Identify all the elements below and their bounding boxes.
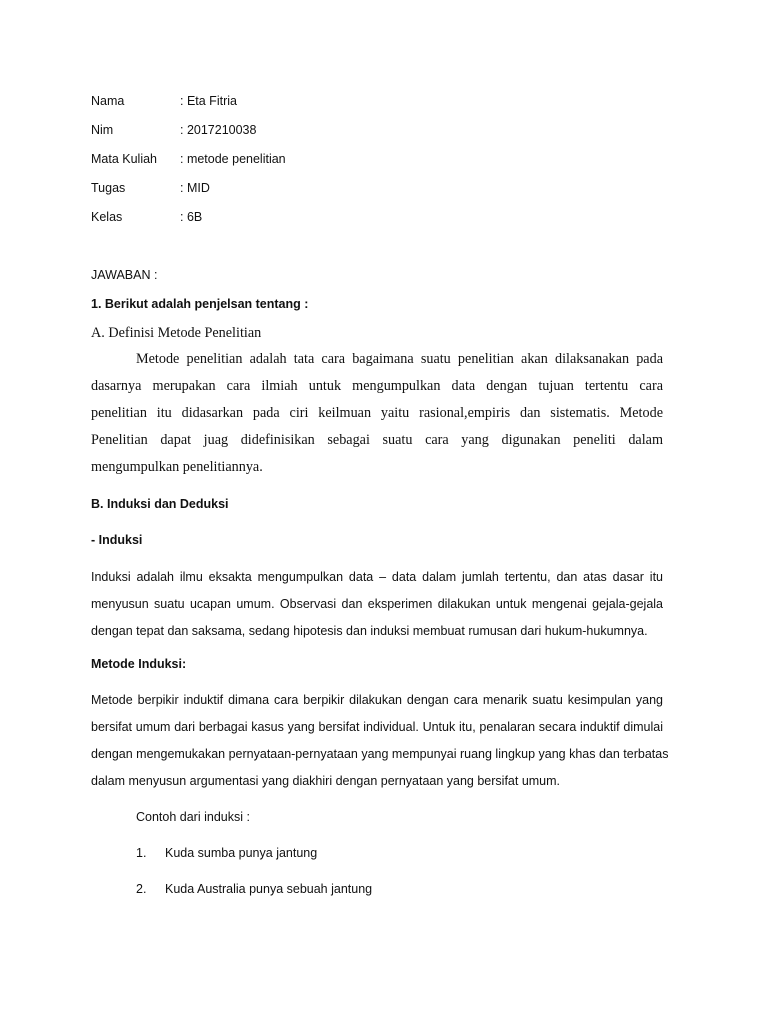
section-a-paragraph-line: Penelitian dapat juag didefinisikan sebagai suatu cara yang digunakan peneliti dalam bbox=[91, 432, 663, 448]
example-number: 2. bbox=[136, 882, 147, 896]
metode-paragraph-line: dalam menyusun argumentasi yang diakhiri dengan pernyataan yang bersifat umum. bbox=[91, 774, 561, 788]
question-title: 1. Berikut adalah penjelsan tentang : bbox=[91, 297, 309, 311]
header-row-kelas bbox=[91, 210, 202, 224]
header-label: Nama bbox=[91, 94, 125, 108]
example-number: 1. bbox=[136, 846, 147, 860]
header-label: Tugas bbox=[91, 181, 126, 195]
section-b-subtitle: - Induksi bbox=[91, 533, 143, 547]
header-row-nim bbox=[91, 123, 256, 137]
header-row-mata-kuliah bbox=[91, 152, 286, 166]
example-item bbox=[136, 882, 372, 896]
section-a-paragraph-line: dasarnya merupakan cara ilmiah untuk mengumpulkan data dengan tujuan tertentu cara bbox=[91, 378, 663, 394]
header-label: Nim bbox=[91, 123, 114, 137]
header-value: : 6B bbox=[180, 210, 203, 224]
header-value: : Eta Fitria bbox=[180, 94, 237, 108]
induksi-paragraph-line: Induksi adalah ilmu eksakta mengumpulkan data – data dalam jumlah tertentu, dan atas dasar itu bbox=[91, 570, 663, 584]
header-value: : MID bbox=[180, 181, 210, 195]
induksi-paragraph-line: menyusun suatu ucapan umum. Observasi dan eksperimen dilakukan untuk mengenai gejala-gejala bbox=[91, 597, 663, 611]
metode-paragraph-line: Metode berpikir induktif dimana cara berpikir dilakukan dengan cara menarik suatu kesimpulan yang bbox=[91, 693, 663, 707]
section-a-title: A. Definisi Metode Penelitian bbox=[91, 325, 262, 341]
header-value: : 2017210038 bbox=[180, 123, 257, 137]
header-value: : metode penelitian bbox=[180, 152, 286, 166]
answer-label: JAWABAN : bbox=[91, 268, 158, 282]
example-text: Kuda Australia punya sebuah jantung bbox=[165, 882, 373, 896]
example-text: Kuda sumba punya jantung bbox=[165, 846, 318, 860]
section-b-title: B. Induksi dan Deduksi bbox=[91, 497, 229, 511]
header-row-nama bbox=[91, 94, 237, 108]
section-a-paragraph-line: Metode penelitian adalah tata cara bagaimana suatu penelitian akan dilaksanakan pada bbox=[136, 351, 663, 367]
header-label: Mata Kuliah bbox=[91, 152, 158, 166]
section-a-paragraph-line: mengumpulkan penelitiannya. bbox=[91, 459, 263, 475]
header-label: Kelas bbox=[91, 210, 123, 224]
header-row-tugas bbox=[91, 181, 210, 195]
metode-paragraph-line: bersifat umum dari berbagai kasus yang bersifat individual. Untuk itu, penalaran secara induktif dimulai bbox=[91, 720, 663, 734]
induksi-paragraph-line: dengan tepat dan saksama, sedang hipotesis dan induksi membuat rumusan dari hukum-hukumnya. bbox=[91, 624, 648, 638]
section-a-paragraph-line: penelitian itu didasarkan pada ciri keilmuan yaitu rasional,empiris dan sistematis. Metode bbox=[91, 405, 663, 421]
example-item bbox=[136, 846, 317, 860]
metode-induksi-title: Metode Induksi: bbox=[91, 657, 187, 671]
contoh-title: Contoh dari induksi : bbox=[136, 810, 250, 824]
metode-paragraph-line: dengan mengemukakan pernyataan-pernyataan yang mempunyai ruang lingkup yang khas dan terbatas bbox=[91, 747, 669, 761]
